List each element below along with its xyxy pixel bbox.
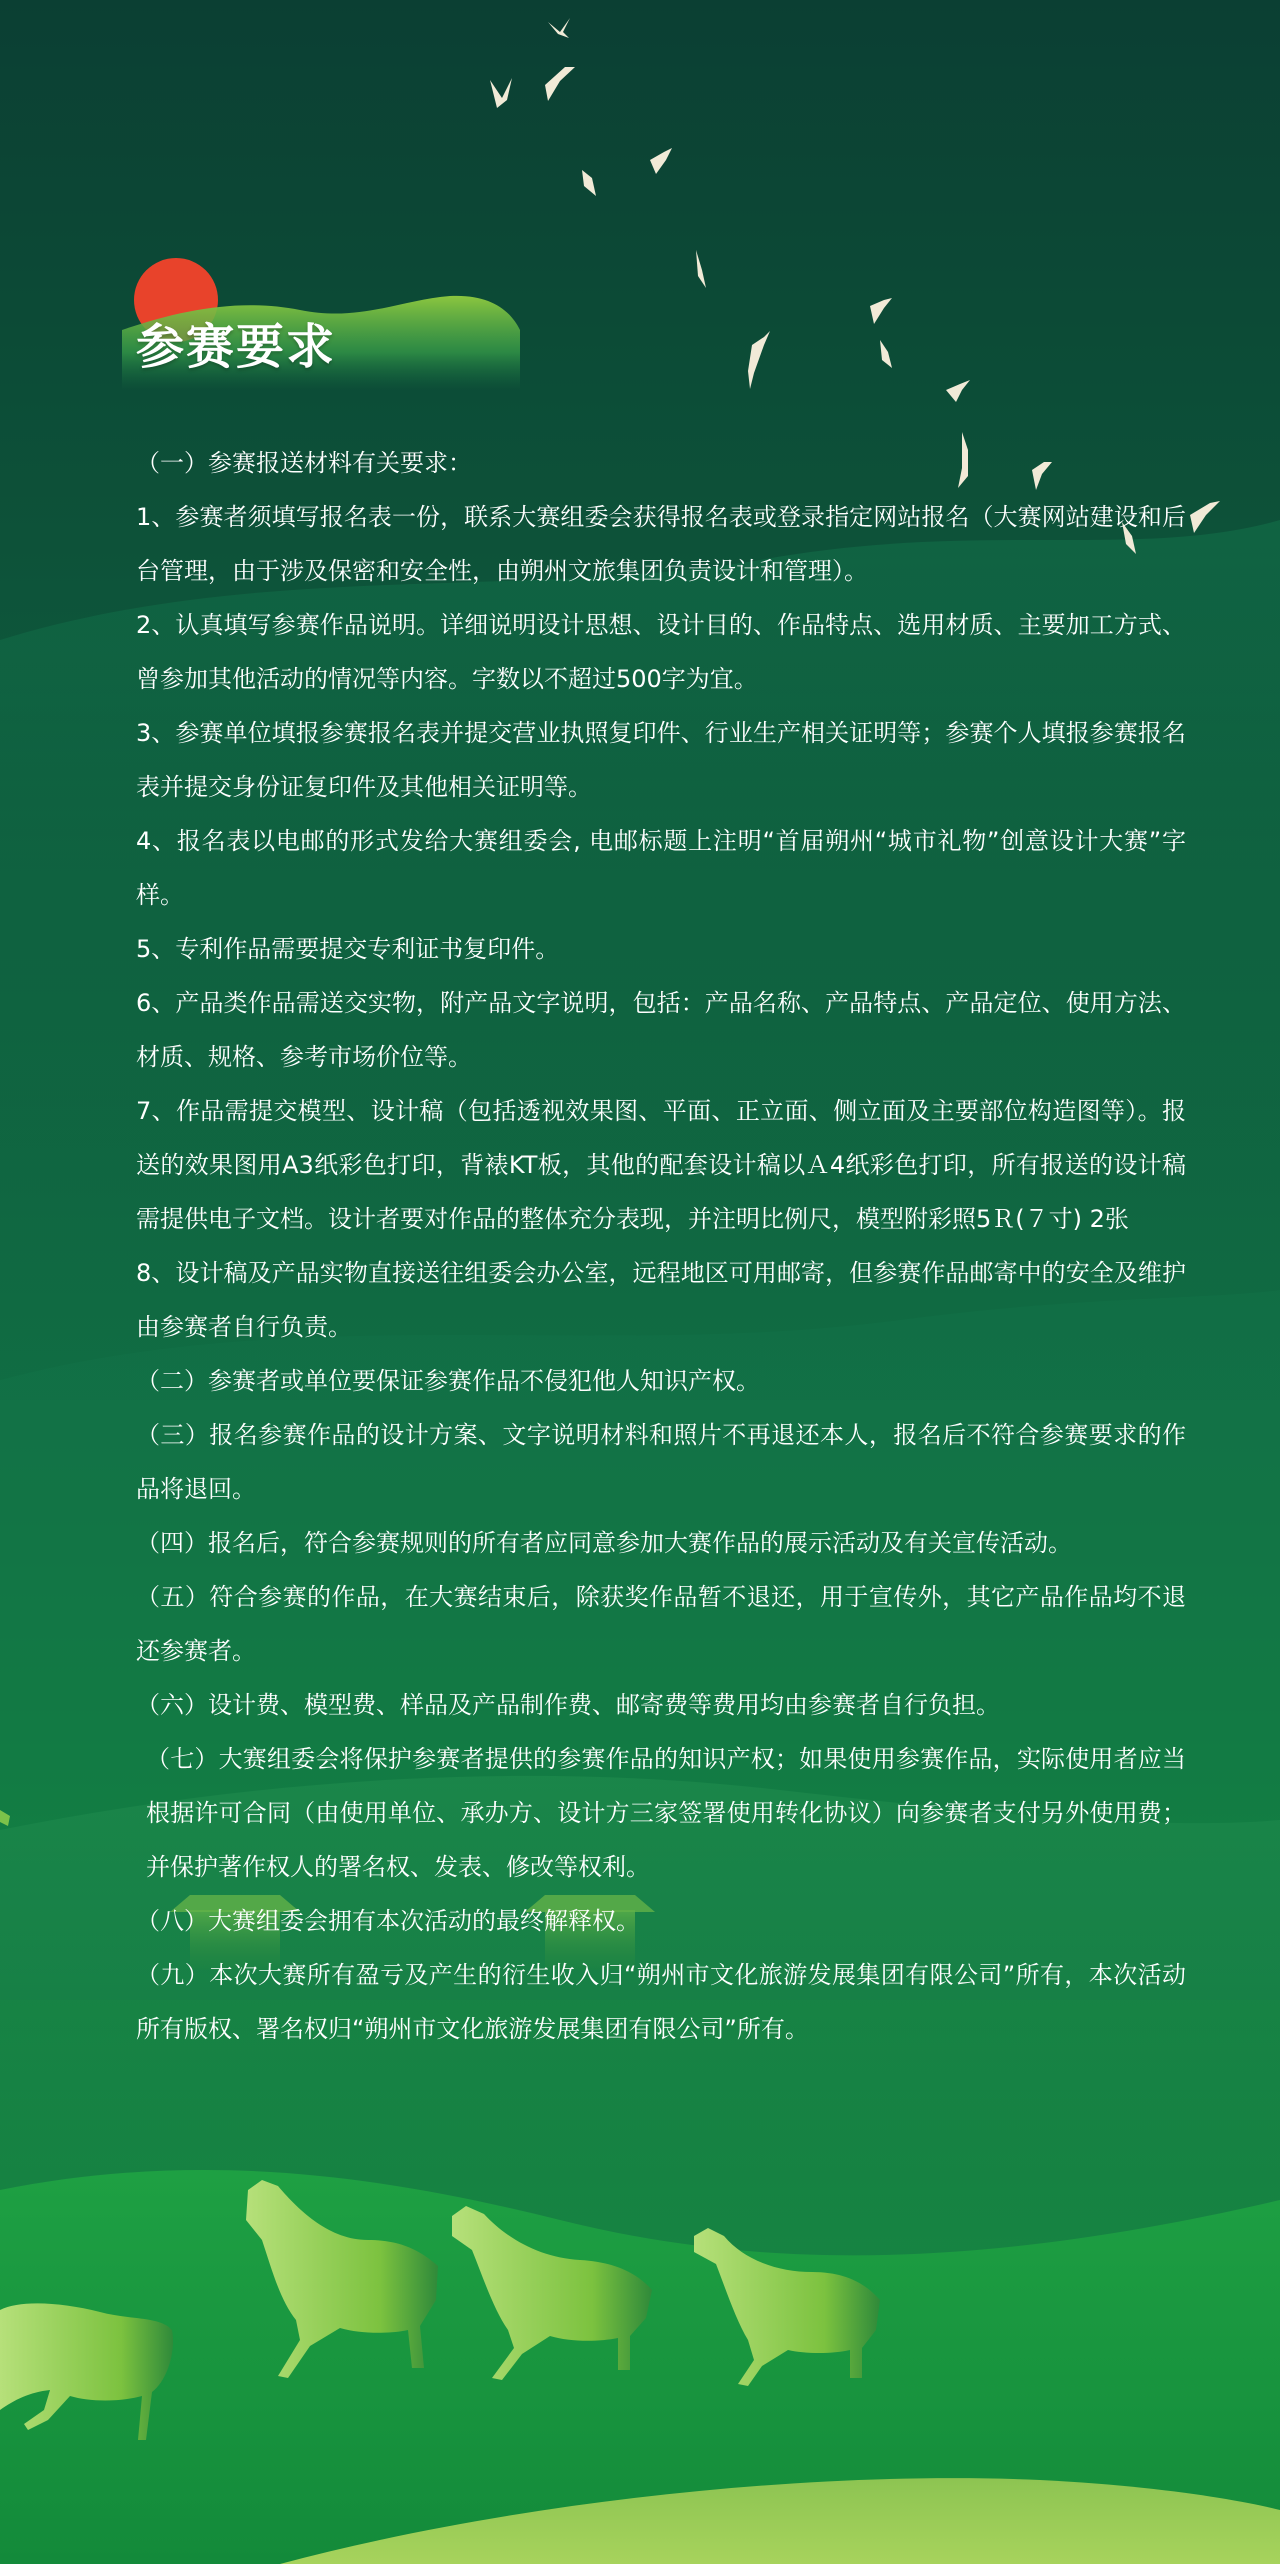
requirements-content (136, 436, 1186, 2056)
paragraph: （三）报名参赛作品的设计方案、文字说明材料和照片不再退还本人，报名后不符合参赛要求的作品将退回。 (136, 1421, 1186, 1503)
paragraph: 5、专利作品需要提交专利证书复印件。 (136, 935, 560, 963)
paragraph: 1、参赛者须填写报名表一份，联系大赛组委会获得报名表或登录指定网站报名（大赛网站建设和后台管理，由于涉及保密和安全性，由朔州文旅集团负责设计和管理）。 (136, 503, 1186, 585)
paragraph: （四）报名后，符合参赛规则的所有者应同意参加大赛作品的展示活动及有关宣传活动。 (136, 1529, 1072, 1557)
paragraph: （一）参赛报送材料有关要求： (136, 449, 472, 477)
section-title-badge (118, 258, 538, 398)
page-title: 参赛要求 (136, 319, 337, 375)
paragraph: （五）符合参赛的作品，在大赛结束后，除获奖作品暂不退还，用于宣传外，其它产品作品均不退还参赛者。 (136, 1583, 1186, 1665)
paragraph: （九）本次大赛所有盈亏及产生的衍生收入归“朔州市文化旅游发展集团有限公司”所有，本次活动所有版权、署名权归“朔州市文化旅游发展集团有限公司”所有。 (136, 1961, 1186, 2043)
paragraph: 3、参赛单位填报参赛报名表并提交营业执照复印件、行业生产相关证明等；参赛个人填报参赛报名表并提交身份证复印件及其他相关证明等。 (136, 719, 1186, 801)
paragraph: 2、认真填写参赛作品说明。详细说明设计思想、设计目的、作品特点、选用材质、主要加工方式、曾参加其他活动的情况等内容。字数以不超过500字为宜。 (136, 611, 1186, 693)
paragraph: 4、报名表以电邮的形式发给大赛组委会, 电邮标题上注明“首届朔州“城市礼物”创意设计大赛”字样。 (136, 827, 1186, 909)
paragraph: （七）大赛组委会将保护参赛者提供的参赛作品的知识产权；如果使用参赛作品，实际使用者应当根据许可合同（由使用单位、承办方、设计方三家签署使用转化协议）向参赛者支付另外使用费；并保护著作权人的署名权、发表、修改等权利。 (146, 1745, 1186, 1881)
paragraph: （六）设计费、模型费、样品及产品制作费、邮寄费等费用均由参赛者自行负担。 (136, 1691, 1000, 1719)
paragraph: （八）大赛组委会拥有本次活动的最终解释权。 (136, 1907, 640, 1935)
paragraph: 8、设计稿及产品实物直接送往组委会办公室，远程地区可用邮寄，但参赛作品邮寄中的安全及维护由参赛者自行负责。 (136, 1259, 1186, 1341)
paragraph: （二）参赛者或单位要保证参赛作品不侵犯他人知识产权。 (136, 1367, 760, 1395)
paragraph: 7、作品需提交模型、设计稿（包括透视效果图、平面、正立面、侧立面及主要部位构造图等）。报送的效果图用A3纸彩色打印，背裱KT板，其他的配套设计稿以Ａ4纸彩色打印，所有报送的设计稿需提供电子文档。设计者要对作品的整体充分表现，并注明比例尺，模型附彩照5Ｒ(７寸) 2张 (136, 1097, 1186, 1233)
paragraph: 6、产品类作品需送交实物，附产品文字说明，包括：产品名称、产品特点、产品定位、使用方法、材质、规格、参考市场价位等。 (136, 989, 1186, 1071)
